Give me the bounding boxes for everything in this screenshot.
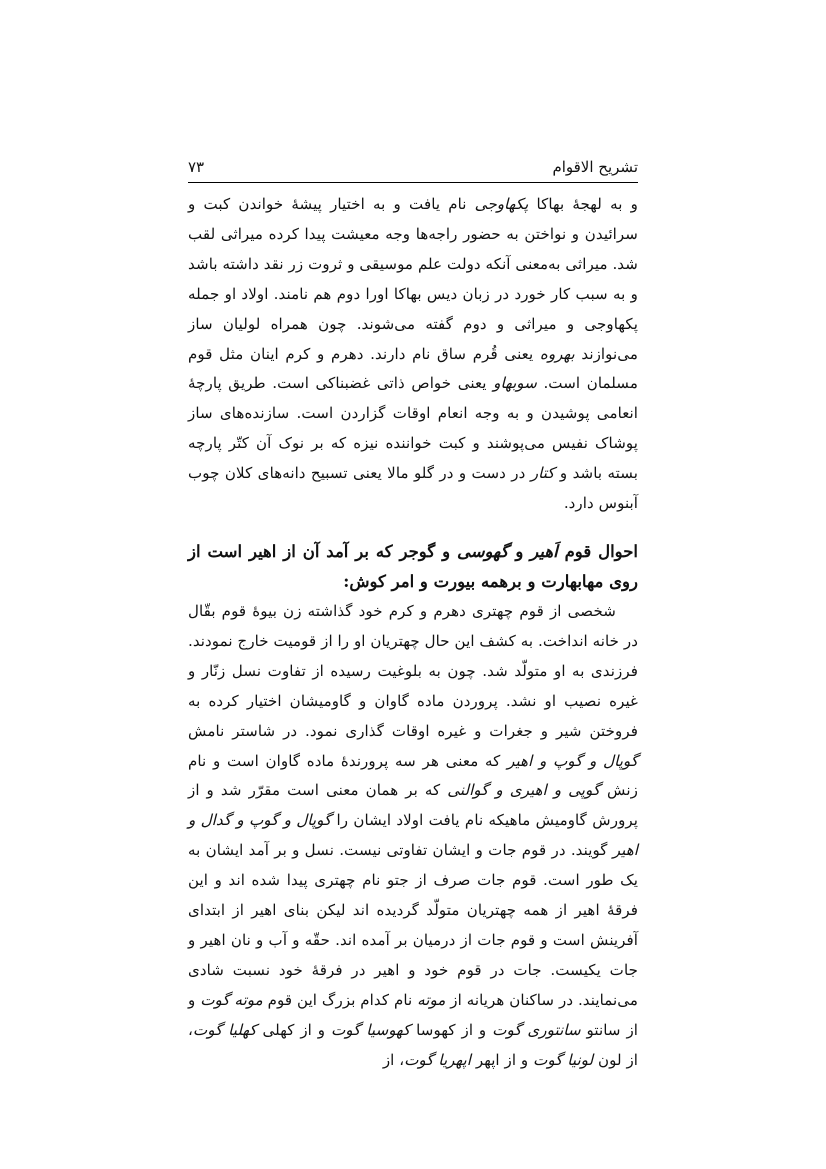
text-run: که بر همان معنی است مقرّر شد و از پرورش گاومیش ماهیکه نام یافت اولاد ایشان را [188, 781, 639, 830]
page-number: ۷۳ [188, 158, 205, 176]
text-run: و از اپهر [471, 1050, 534, 1069]
paragraph-continuation [188, 190, 638, 519]
text-run: ، از [382, 1050, 405, 1069]
text-run: گویند. در قوم جات و ایشان تفاوتی نیست. نسل و بر آمد ایشان به یک طور است. قوم جات صرف از جتو نام چهتری پیدا شده اند و این فرقۀ اهیر از همه چهتریان متولّد گردیده اند لیکن بنای اهیر از ابتدای آفرینش است و قوم جات از درمیان بر آمده اند. حقّه و آب و نان اهیر و جات یکیست. جات در قوم خود و اهیر در فرقۀ خود نسبت شادی می‌نمایند. در ساکنان هریانه از [188, 841, 638, 1009]
text-run: شخصی از قوم چهتری دهرم و کرم خود گذاشته زن بیوۀ قوم بقّال در خانه انداخت. به کشف این حال چهتریان او را از قومیت خارج نمودند. فرزندی به او متولّد شد. چون به بلوغیت رسیده از تفاوت نسل زنّار و غیره نصیب او نشد. پروردن ماده گاوان و گاومیشان اختیار کرده به فروختن شیر و جغرات و غیره اوقات گذاری نمود. در شاستر نامش [188, 601, 638, 740]
italic-term: کهلیا گوت [192, 1020, 257, 1039]
italic-term: موته گوت [200, 990, 263, 1009]
italic-term: سانتوری گوت [492, 1020, 581, 1039]
text-run: و از کهوسا [410, 1020, 493, 1039]
text-run: و به لهجۀ بهاکا [528, 195, 638, 213]
italic-term: اَهیر [530, 541, 558, 561]
text-run: نام کدام بزرگ این قوم [262, 990, 418, 1009]
text-run: یعنی قُرم ساق نام دارند. دهرم و کرم اینان مثل قوم مسلمان است. [188, 344, 638, 393]
text-run: که معنی هر سه پرورندۀ ماده گاوان است و نام زنش [188, 751, 638, 800]
italic-term: بهروه [539, 344, 575, 363]
italic-term: پکهاوجی [474, 195, 529, 213]
italic-term: گوپی و اهیری و گوالنی [447, 781, 601, 800]
italic-term: گوپال و گوپ و اهیر [507, 751, 638, 770]
italic-term: لونیا گوت [533, 1050, 594, 1069]
text-run: و از کهلی [256, 1020, 331, 1039]
italic-term: سوبهاو [493, 374, 537, 393]
text-run: ، از لون [188, 1020, 638, 1069]
text-run: احوال قوم [557, 541, 638, 561]
italic-term: اپهریا گوت [404, 1050, 471, 1069]
italic-term: گهوسی [456, 541, 509, 561]
body-text [188, 190, 638, 1075]
text-run: و [508, 541, 531, 561]
italic-term: گوپال و گوپ و گدال و اهیر [188, 811, 638, 860]
text-run: و گوجر که بر آمد آن از اهیر است از روی مهابهارت و برهمه بیورت و امر کوش: [188, 541, 638, 591]
paragraph-section-body [188, 597, 638, 1076]
text-run: و از سانتو [188, 990, 638, 1039]
header-divider [188, 182, 638, 183]
italic-term: کتار [530, 464, 555, 483]
section-heading [188, 537, 638, 597]
italic-term: موته [417, 990, 446, 1009]
running-title: تشریح الاقوام [552, 158, 638, 176]
page-header [188, 146, 638, 176]
italic-term: کهوسیا گوت [331, 1020, 411, 1039]
text-run: نام یافت و به اختیار پیشۀ خواندن کبت و سرائیدن و نواختن به حضور راجه‌ها وجه معیشت پیدا کرده میراثی لقب شد. میراثی به‌معنی آنکه دولت علم موسیقی و ثروت زر نقد داشته باشد و به سبب کار خورد در زبان دیس بهاکا اورا دوم هم نامند. اولاد او جمله پکهاوجی و میراثی و دوم گفته می‌شوند. چون همراه لولیان ساز می‌نوازند [188, 195, 639, 363]
text-run: یعنی خواص ذاتی غضبناکی است. طریق پارچۀ انعامی پوشیدن و به وجه انعام اوقات گزاردن است. سازنده‌های ساز پوشاک نفیس می‌پوشند و کبت خواننده نیزه که بر نوک آن کتّر پارچه بسته باشد و [188, 374, 638, 483]
text-run: در دست و در گلو مالا یعنی تسبیح دانه‌های کلان چوب آبنوس دارد. [188, 464, 638, 513]
